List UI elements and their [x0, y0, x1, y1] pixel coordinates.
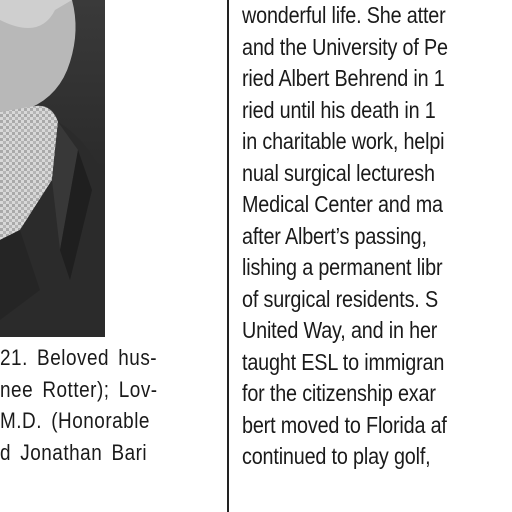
text-line: for the citizenship exar	[242, 380, 436, 406]
text-line: ried until his death in 1	[242, 96, 436, 123]
obituary-text-right-column	[242, 0, 512, 473]
text-line: and the University of Pe	[242, 33, 448, 60]
column-divider	[227, 0, 229, 512]
portrait-image	[0, 0, 105, 337]
text-line: 21. Beloved hus-	[0, 345, 158, 370]
text-line: ried Albert Behrend in 1	[242, 65, 445, 91]
text-line: wonderful life. She atter	[242, 2, 446, 28]
text-line: d Jonathan Bari	[0, 439, 148, 465]
text-line: after Albert’s passing,	[242, 222, 427, 249]
text-line: of surgical residents. S	[242, 285, 438, 312]
obituary-photo	[0, 0, 105, 337]
text-line: nee Rotter); Lov-	[0, 376, 158, 402]
text-line: taught ESL to immigran	[242, 348, 445, 375]
text-line: United Way, and in her	[242, 317, 438, 343]
text-line: in charitable work, helpi	[242, 128, 445, 154]
text-line: Medical Center and ma	[242, 191, 443, 217]
text-line: M.D. (Honorable	[0, 408, 150, 433]
obituary-text-left-column	[0, 342, 225, 468]
text-line: lishing a permanent libr	[242, 254, 443, 280]
text-line: continued to play golf,	[242, 443, 431, 469]
text-line: bert moved to Florida af	[242, 411, 447, 438]
text-line: nual surgical lecturesh	[242, 159, 435, 186]
